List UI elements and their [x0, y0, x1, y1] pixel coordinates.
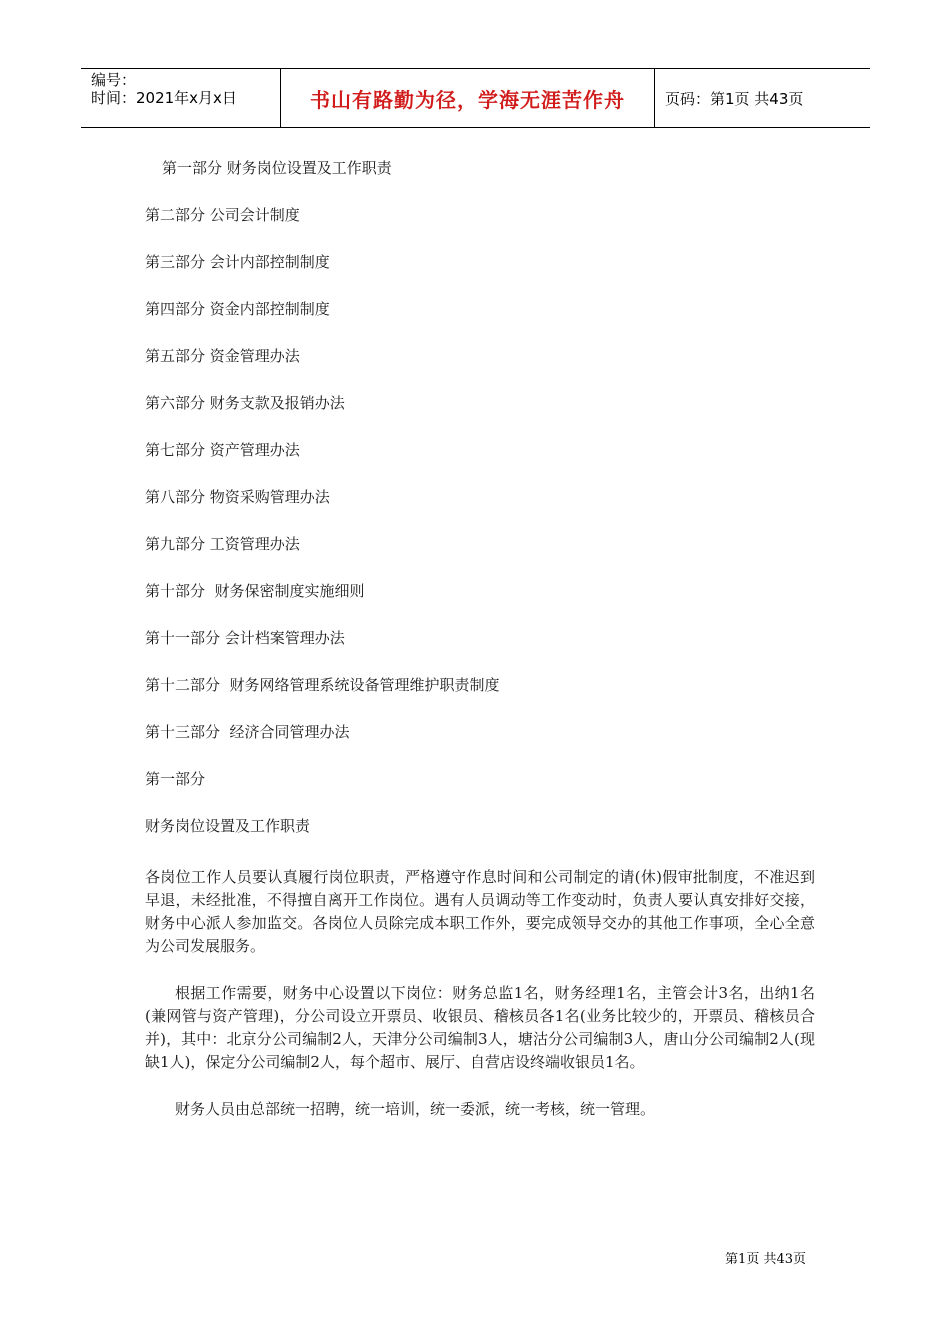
document-number-label: 编号：	[91, 71, 137, 89]
toc-item-7: 第七部分 资产管理办法	[145, 441, 300, 459]
toc-item-4: 第四部分 资金内部控制制度	[145, 300, 330, 318]
toc-item-11: 第十一部分 会计档案管理办法	[145, 629, 345, 647]
header-motto: 书山有路勤为径，学海无涯苦作舟	[281, 69, 655, 127]
toc-item-5: 第五部分 资金管理办法	[145, 347, 300, 365]
header-meta	[81, 69, 281, 127]
toc-item-13: 第十三部分 经济合同管理办法	[145, 723, 350, 741]
toc-item-12: 第十二部分 财务网络管理系统设备管理维护职责制度	[145, 676, 500, 694]
toc-item-9: 第九部分 工资管理办法	[145, 535, 300, 553]
document-body	[145, 150, 815, 1145]
page-footer: 第1页 共43页	[725, 1252, 806, 1267]
toc-item-8: 第八部分 物资采购管理办法	[145, 488, 330, 506]
body-paragraph-1: 各岗位工作人员要认真履行岗位职责，严格遵守作息时间和公司制定的请(休)假审批制度，不准迟到早退，未经批准，不得擅自离开工作岗位。遇有人员调动等工作变动时，负责人要认真安排好交接，财务中心派人参加监交。各岗位人员除完成本职工作外，要完成领导交办的其他工作事项，全心全意为公司发展服务。	[145, 868, 815, 955]
section-heading-title: 财务岗位设置及工作职责	[145, 817, 311, 835]
toc-item-3: 第三部分 会计内部控制制度	[145, 253, 330, 271]
header-page-code: 页码：第1页 共43页	[665, 89, 804, 108]
toc-item-1: 第一部分 财务岗位设置及工作职责	[162, 159, 392, 177]
section-heading-number: 第一部分	[145, 770, 206, 788]
page-header	[81, 68, 870, 128]
toc-item-6: 第六部分 财务支款及报销办法	[145, 394, 345, 412]
body-paragraph-2: 根据工作需要，财务中心设置以下岗位：财务总监1名，财务经理1名，主管会计3名，出纳1名(兼网管与资产管理)，分公司设立开票员、收银员、稽核员各1名(业务比较少的，开票员、稽核员合并)，其中：北京分公司编制2人，天津分公司编制3人，塘沽分公司编制3人，唐山分公司编制2人(现缺1人)，保定分公司编制2人，每个超市、展厅、自营店设终端收银员1名。	[145, 984, 815, 1071]
toc-item-2: 第二部分 公司会计制度	[145, 206, 300, 224]
toc-item-10: 第十部分 财务保密制度实施细则	[145, 582, 365, 600]
body-paragraph-3: 财务人员由总部统一招聘，统一培训，统一委派，统一考核，统一管理。	[175, 1100, 656, 1118]
document-time-label: 时间：2021年x月x日	[91, 89, 237, 107]
